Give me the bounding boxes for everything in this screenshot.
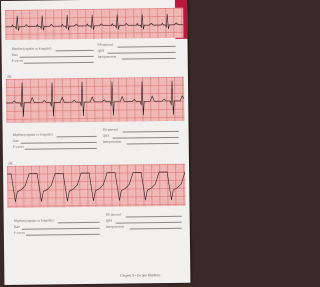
p-waves-label: P waves (13, 230, 25, 235)
ecg-strip (7, 164, 185, 208)
rate-label: Rate (11, 52, 18, 57)
pr-interval-label: PR interval (102, 127, 118, 132)
rhythm-answer-line[interactable] (57, 136, 97, 137)
interpretation-label: Interpretation (105, 224, 125, 229)
exercise-number: 19. (7, 160, 14, 166)
pr-interval-answer-line[interactable] (126, 216, 182, 218)
qrs-label: QRS (97, 48, 105, 53)
pr-interval-answer-line[interactable] (123, 131, 179, 133)
p-waves-label: P waves (12, 144, 24, 149)
interpretation-label: Interpretation (97, 54, 117, 59)
rhythm-answer-line[interactable] (58, 222, 100, 224)
rhythm-label: Rhythm (regular or irregular) (11, 46, 52, 51)
rhythm-answer-line[interactable] (56, 50, 94, 51)
rhythm-label: Rhythm (regular or irregular) (13, 218, 54, 223)
qrs-answer-line[interactable] (108, 52, 176, 54)
rate-label: Rate (13, 224, 21, 229)
rate-answer-line[interactable] (20, 56, 94, 58)
p-waves-answer-line[interactable] (26, 234, 100, 236)
rate-label: Rate (12, 138, 19, 143)
ecg-strip (6, 77, 185, 123)
interpretation-label: Interpretation (102, 139, 122, 144)
workbook-page (1, 0, 190, 285)
pr-interval-answer-line[interactable] (118, 46, 176, 48)
rate-answer-line[interactable] (21, 142, 97, 144)
ecg-exercise-17 (1, 0, 187, 63)
ecg-trace (5, 8, 183, 40)
pr-interval-label: PR interval (105, 212, 122, 217)
p-waves-label: P waves (11, 58, 23, 63)
rate-answer-line[interactable] (22, 228, 100, 230)
exercise-number: 18. (6, 73, 12, 79)
interpretation-answer-line[interactable] (130, 228, 182, 230)
ecg-trace (7, 164, 185, 208)
rhythm-label: Rhythm (regular or irregular) (12, 132, 53, 137)
p-waves-answer-line[interactable] (24, 62, 94, 64)
ecg-exercise-18 (1, 0, 187, 149)
p-waves-answer-line[interactable] (25, 148, 97, 150)
interpretation-answer-line[interactable] (127, 143, 179, 145)
qrs-answer-line[interactable] (116, 222, 182, 224)
pr-interval-label: PR interval (97, 42, 113, 47)
ecg-trace (6, 77, 185, 123)
page-footer: Chapter 9 • Escape Rhythms (120, 273, 161, 278)
interpretation-answer-line[interactable] (122, 58, 176, 60)
qrs-label: QRS (105, 218, 113, 223)
qrs-answer-line[interactable] (113, 137, 179, 139)
qrs-label: QRS (102, 133, 110, 138)
ecg-strip (5, 8, 183, 40)
